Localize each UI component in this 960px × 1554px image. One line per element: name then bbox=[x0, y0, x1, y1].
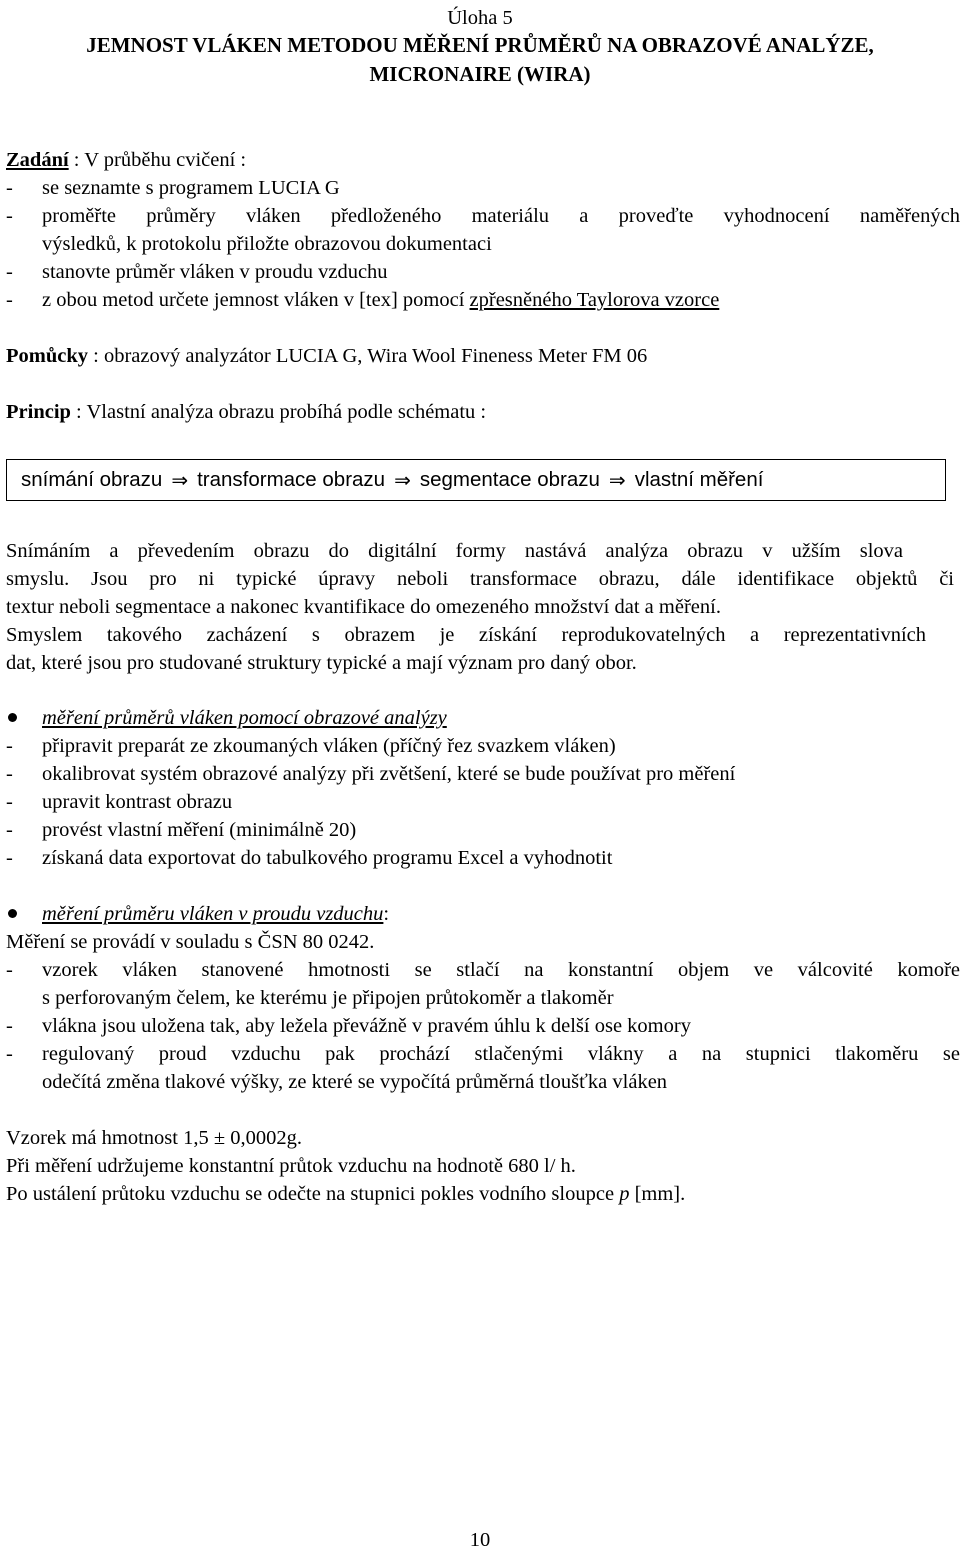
air-flow-step-continuation: odečítá změna tlakové výšky, ze které se vypočítá průměrná tloušťka vláken bbox=[42, 1071, 668, 1093]
zadani-item: stanovte průměr vláken v proudu vzduchu bbox=[42, 261, 388, 283]
zadani-item: se seznamte s programem LUCIA G bbox=[42, 177, 340, 199]
page-title-line2: MICRONAIRE (WIRA) bbox=[369, 62, 591, 86]
zadani-item: proměřte průměry vláken předloženého materiálu a proveďte vyhodnocení naměřených bbox=[42, 205, 960, 227]
air-flow-step: regulovaný proud vzduchu pak prochází stlačenými vlákny a na stupnici tlakoměru se bbox=[42, 1043, 960, 1065]
air-flow-heading-line bbox=[42, 900, 389, 928]
image-analysis-heading: měření průměrů vláken pomocí obrazové analýzy bbox=[42, 707, 447, 729]
dash-marker: - bbox=[6, 763, 13, 785]
dash-marker: - bbox=[6, 289, 13, 311]
water-column-text: Po ustálení průtoku vzduchu se odečte na stupnici pokles vodního sloupce bbox=[6, 1183, 620, 1205]
air-flow-step-continuation: s perforovaným čelem, ke kterému je připojen průtokoměr a tlakoměr bbox=[42, 987, 614, 1009]
princip-line bbox=[6, 398, 486, 426]
water-column-variable: p bbox=[619, 1183, 630, 1205]
task-label: Úloha 5 bbox=[447, 7, 513, 29]
dash-marker: - bbox=[6, 791, 13, 813]
implies-arrow-icon: ⇒ bbox=[394, 468, 411, 492]
pomucky-label: Pomůcky bbox=[6, 345, 88, 367]
zadani-item-continuation: výsledků, k protokolu přiložte obrazovou dokumentaci bbox=[42, 233, 492, 255]
image-analysis-step: získaná data exportovat do tabulkového programu Excel a vyhodnotit bbox=[42, 847, 613, 869]
dash-marker: - bbox=[6, 205, 13, 227]
process-scheme-box bbox=[6, 459, 946, 501]
dash-marker: - bbox=[6, 261, 13, 283]
air-flow-standard: Měření se provádí v souladu s ČSN 80 0242. bbox=[6, 931, 375, 953]
sample-mass-note: Vzorek má hmotnost 1,5 ± 0,0002g. bbox=[6, 1127, 302, 1149]
princip-text: : Vlastní analýza obrazu probíhá podle schématu : bbox=[70, 401, 487, 423]
pomucky-line bbox=[6, 342, 647, 370]
paragraph-line: smyslu. Jsou pro ni typické úpravy neboli transformace obrazu, dále identifikace objektů či bbox=[6, 568, 954, 590]
air-flow-heading-suffix: : bbox=[383, 903, 390, 925]
scheme-step: vlastní měření bbox=[634, 468, 764, 491]
water-column-unit: [mm]. bbox=[629, 1183, 686, 1205]
image-analysis-step: provést vlastní měření (minimálně 20) bbox=[42, 819, 357, 841]
bullet-icon bbox=[8, 713, 17, 722]
dash-marker: - bbox=[6, 177, 13, 199]
dash-marker: - bbox=[6, 959, 13, 981]
dash-marker: - bbox=[6, 847, 13, 869]
implies-arrow-icon: ⇒ bbox=[171, 468, 189, 492]
zadani-item-text: z obou metod určete jemnost vláken v [tex] pomocí bbox=[42, 289, 470, 311]
princip-label: Princip bbox=[6, 401, 71, 423]
paragraph-line: dat, které jsou pro studované struktury typické a mají význam pro daný obor. bbox=[6, 652, 637, 674]
dash-marker: - bbox=[6, 1015, 13, 1037]
paragraph-line: Smyslem takového zacházení s obrazem je získání reprodukovatelných a reprezentativních bbox=[6, 624, 926, 646]
paragraph-line: textur neboli segmentace a nakonec kvantifikace do omezeného množství dat a měření. bbox=[6, 596, 721, 618]
paragraph-line: Snímáním a převedením obrazu do digitální formy nastává analýza obrazu v užším slova bbox=[6, 540, 903, 562]
pomucky-text: : obrazový analyzátor LUCIA G, Wira Wool Fineness Meter FM 06 bbox=[88, 345, 648, 367]
zadani-intro: : V průběhu cvičení : bbox=[68, 149, 247, 171]
flow-rate-note: Při měření udržujeme konstantní průtok vzduchu na hodnotě 680 l/ h. bbox=[6, 1155, 576, 1177]
implies-arrow-icon: ⇒ bbox=[608, 468, 626, 492]
bullet-icon bbox=[8, 909, 17, 918]
dash-marker: - bbox=[6, 735, 13, 757]
scheme-step: segmentace obrazu bbox=[419, 468, 600, 491]
scheme-step: snímání obrazu bbox=[21, 468, 163, 491]
zadani-heading bbox=[6, 146, 246, 174]
page-number: 10 bbox=[469, 1529, 491, 1551]
dash-marker: - bbox=[6, 819, 13, 841]
water-column-note bbox=[6, 1180, 685, 1208]
page-title-line1: JEMNOST VLÁKEN METODOU MĚŘENÍ PRŮMĚRŮ NA OBRAZOVÉ ANALÝZE, bbox=[86, 33, 874, 57]
image-analysis-step: připravit preparát ze zkoumaných vláken (příčný řez svazkem vláken) bbox=[42, 735, 616, 757]
image-analysis-step: upravit kontrast obrazu bbox=[42, 791, 233, 813]
scheme-step: transformace obrazu bbox=[197, 468, 386, 491]
dash-marker: - bbox=[6, 1043, 13, 1065]
zadani-label: Zadání bbox=[6, 149, 69, 171]
taylor-formula-link: zpřesněného Taylorova vzorce bbox=[469, 289, 720, 311]
air-flow-step: vlákna jsou uložena tak, aby ležela převážně v pravém úhlu k delší ose komory bbox=[42, 1015, 691, 1037]
zadani-item bbox=[42, 286, 719, 314]
image-analysis-step: okalibrovat systém obrazové analýzy při zvětšení, které se bude používat pro měření bbox=[42, 763, 736, 785]
air-flow-heading: měření průměru vláken v proudu vzduchu bbox=[42, 903, 384, 925]
air-flow-step: vzorek vláken stanovené hmotnosti se stlačí na konstantní objem ve válcovité komoře bbox=[42, 959, 960, 981]
